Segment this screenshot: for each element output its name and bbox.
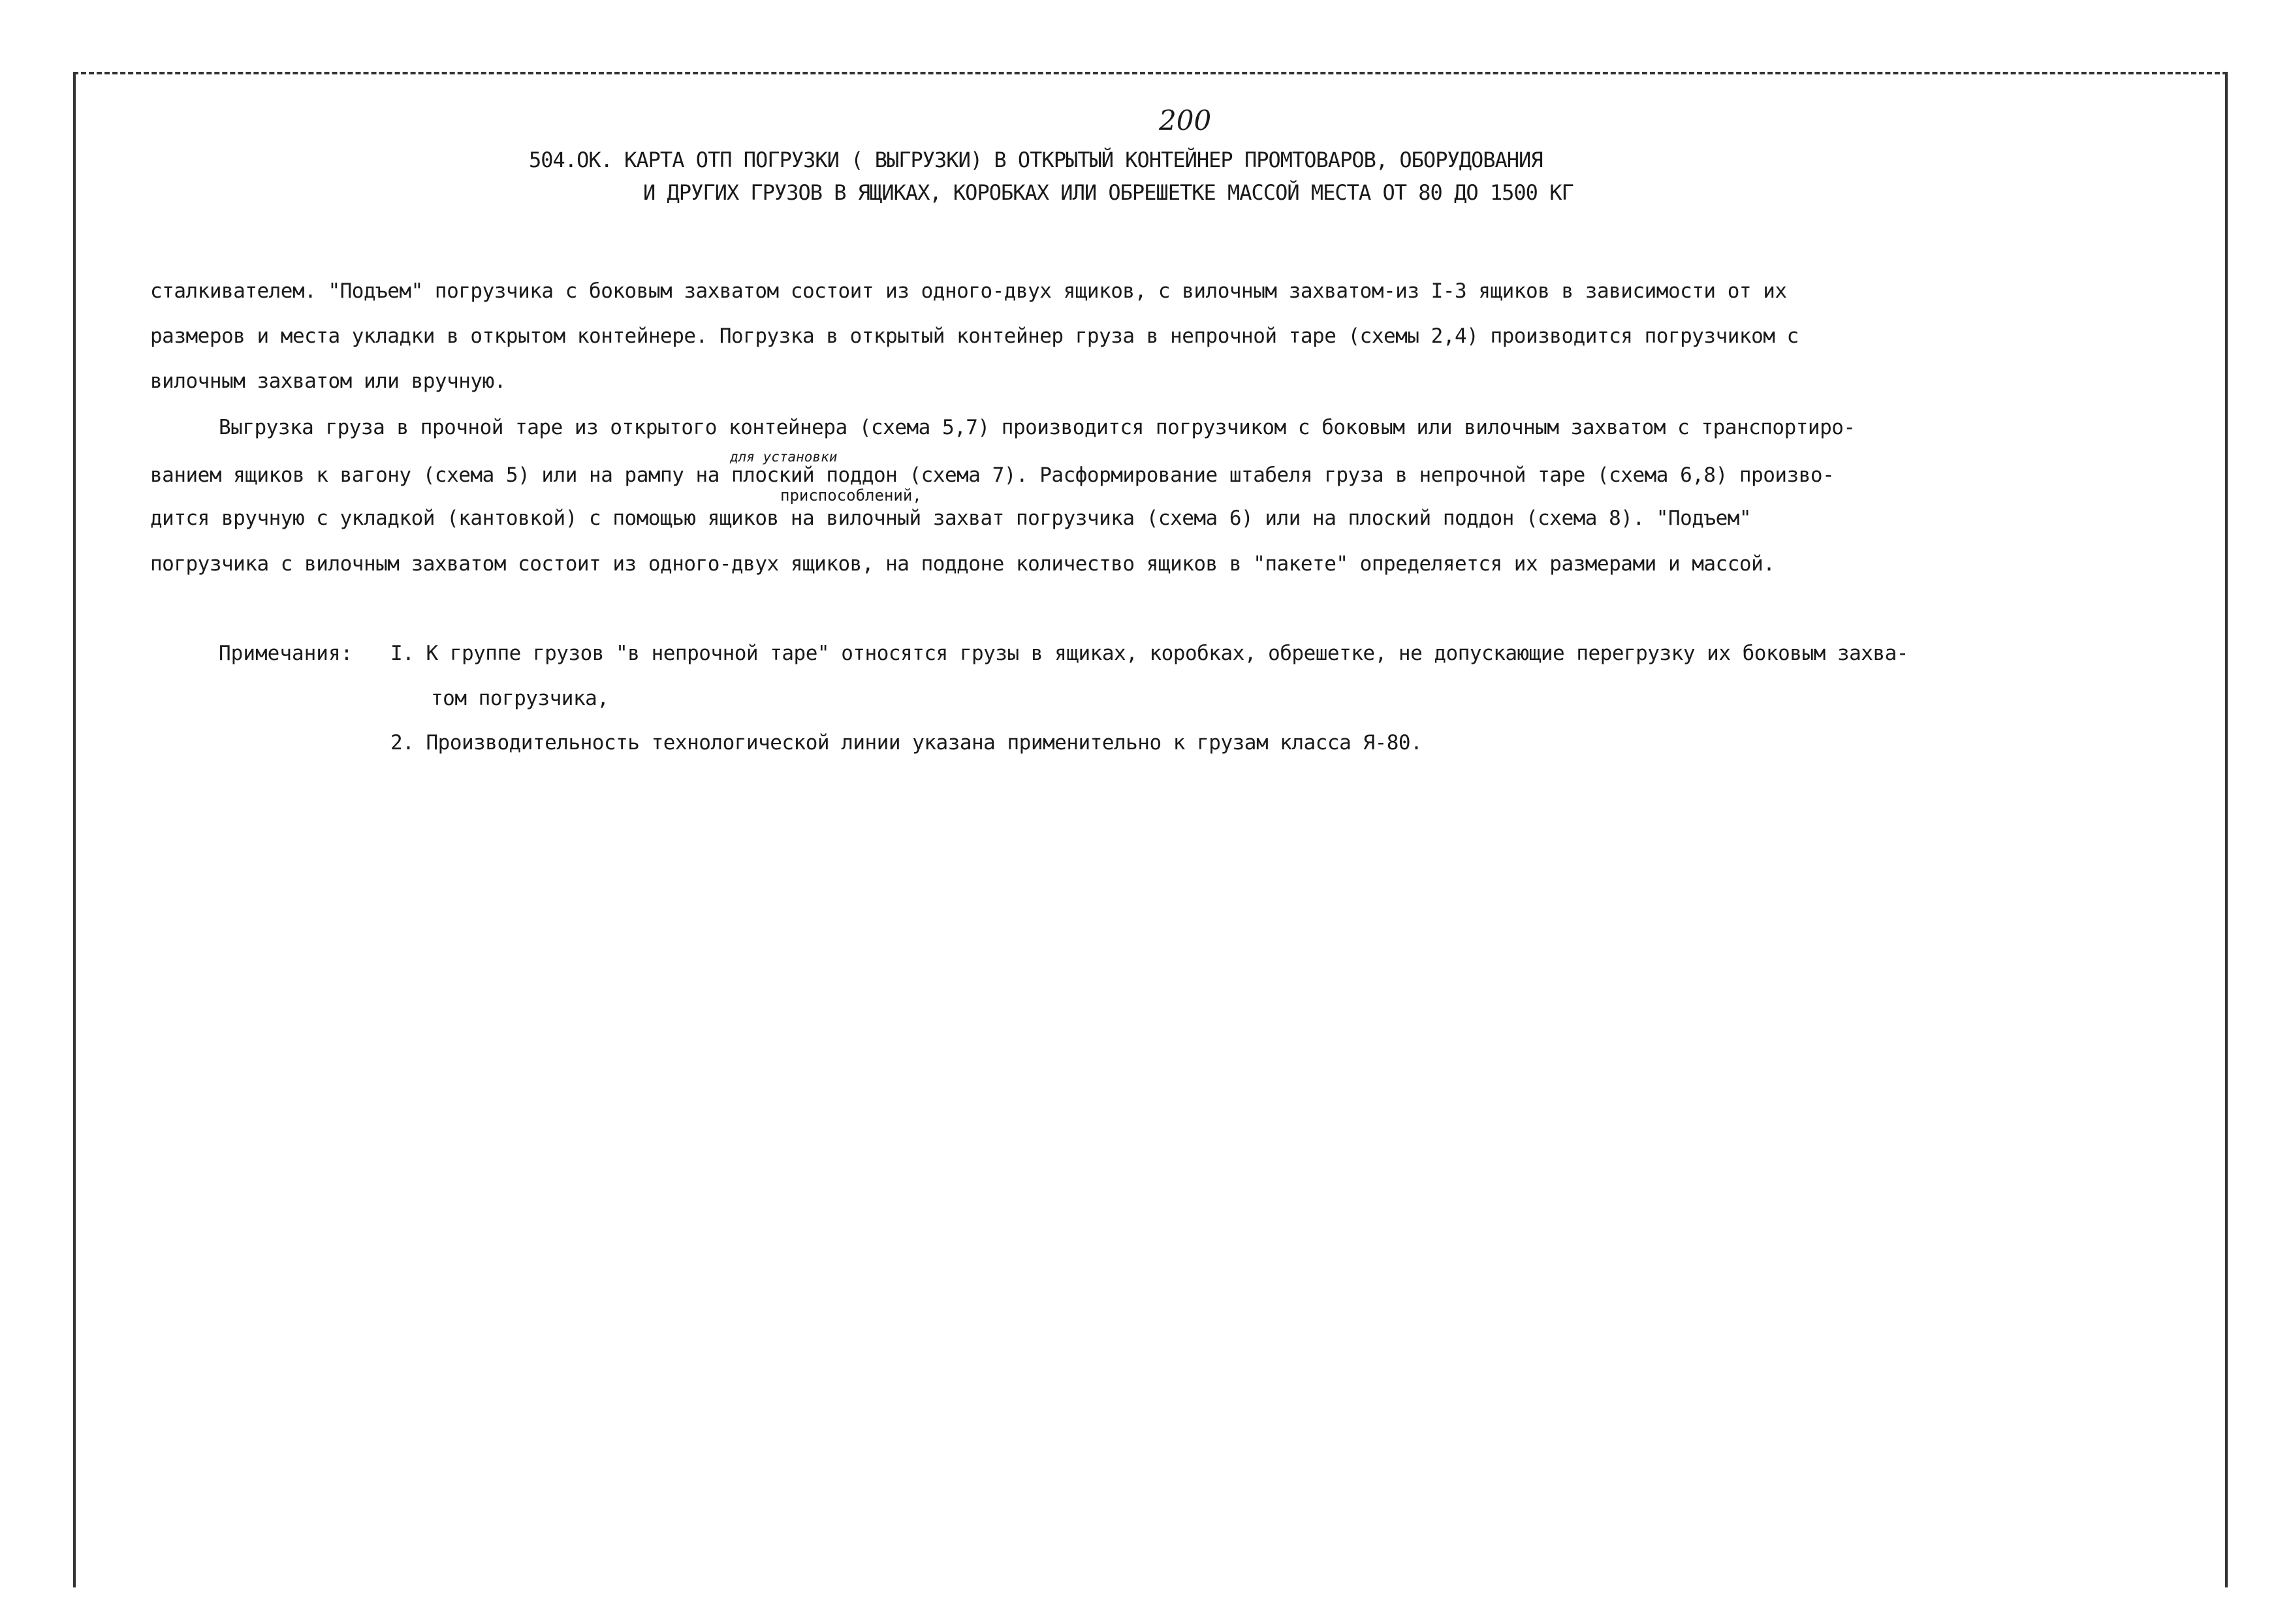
frame-left-border xyxy=(73,73,76,1587)
note-1-line-1: I. К группе грузов "в непрочной таре" относятся грузы в ящиках, коробках, обрешетке, не допускающие перегрузку их боковым захва- xyxy=(390,642,1908,665)
paragraph-2-line-2: ванием ящиков к вагону (схема 5) или на рампу на плоский поддон (схема 7). Расформирование штабеля груза в непрочной таре (схема 6,8) произво- xyxy=(150,463,1835,487)
annotation-below: приспособлений, xyxy=(780,486,922,505)
paragraph-1-line-1: сталкивателем. "Подъем" погрузчика с боковым захватом состоит из одного-двух ящиков, с вилочным захватом-из I-3 ящиков в зависимости от их xyxy=(150,279,1787,303)
frame-top-border xyxy=(73,72,2228,74)
paragraph-2-line-4: погрузчика с вилочным захватом состоит из одного-двух ящиков, на поддоне количество ящиков в "пакете" определяется их размерами и массой. xyxy=(150,552,1775,576)
paragraph-2-line-1: Выгрузка груза в прочной таре из открытого контейнера (схема 5,7) производится погрузчиком с боковым или вилочным захватом с транспортиро- xyxy=(219,416,1856,439)
frame-right-border xyxy=(2225,73,2228,1587)
paragraph-2-line-3: дится вручную с укладкой (кантовкой) с помощью ящиков на вилочный захват погрузчика (схема 6) или на плоский поддон (схема 8). "Подъем" xyxy=(150,507,1752,530)
notes-label: Примечания: xyxy=(219,642,353,665)
heading-line-2: И ДРУГИХ ГРУЗОВ В ЯЩИКАХ, КОРОБКАХ ИЛИ ОБРЕШЕТКЕ МАССОЙ МЕСТА ОТ 80 ДО 1500 КГ xyxy=(643,180,1573,205)
note-1-line-2: том погрузчика, xyxy=(431,687,609,710)
paragraph-1-line-3: вилочным захватом или вручную. xyxy=(150,369,506,393)
page-number: 200 xyxy=(1159,104,1212,136)
paragraph-1-line-2: размеров и места укладки в открытом контейнере. Погрузка в открытый контейнер груза в непрочной таре (схемы 2,4) производится погрузчиком с xyxy=(150,324,1799,348)
note-2: 2. Производительность технологической линии указана применительно к грузам класса Я-80. xyxy=(390,731,1423,755)
annotation-above: для установки xyxy=(730,449,838,465)
heading-line-1: 504.ОК. КАРТА ОТП ПОГРУЗКИ ( ВЫГРУЗКИ) В ОТКРЫТЫЙ КОНТЕЙНЕР ПРОМТОВАРОВ, ОБОРУДОВАНИЯ xyxy=(529,148,1543,172)
